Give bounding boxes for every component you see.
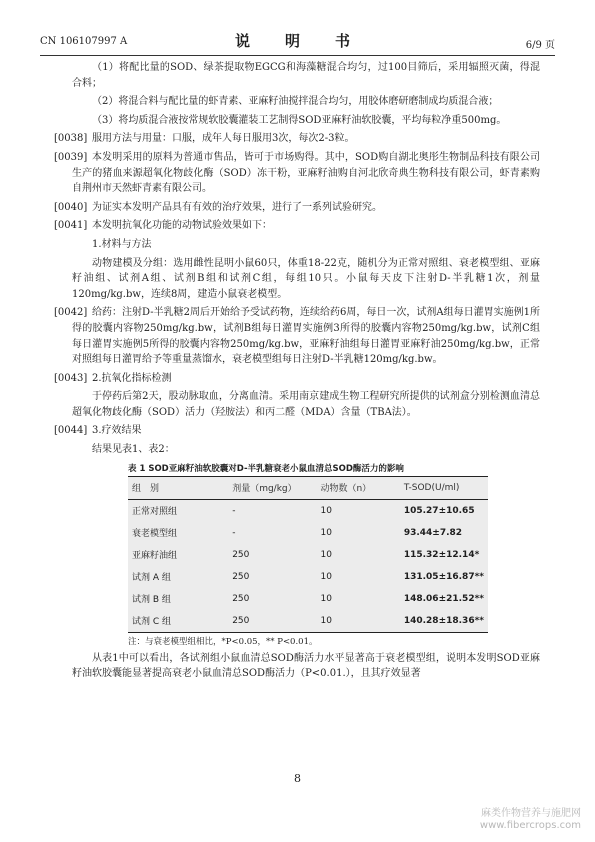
paragraph-text: （3）将均质混合液按常规软胶囊灌装工艺制得SOD亚麻籽油软胶囊，平均每粒净重500mg。: [92, 114, 507, 126]
paragraph-text: 为证实本发明产品具有有效的治疗效果，进行了一系列试验研究。: [92, 201, 382, 213]
cell-tsod: 140.28±18.36**: [403, 615, 484, 626]
cell-n: 10: [320, 571, 332, 582]
table-row: [128, 522, 488, 544]
numbered-paragraph: [54, 150, 540, 197]
numbered-paragraph: [54, 200, 540, 216]
cell-tsod: 115.32±12.14*: [403, 549, 480, 560]
results-table: [128, 476, 488, 633]
paragraph-text: 结果见表1、表2：: [92, 444, 175, 456]
paragraph-number: [0038]: [54, 133, 88, 145]
paragraph-list: [54, 60, 540, 458]
conclusion-paragraph: 从表1中可以看出，各试剂组小鼠血清总SOD酶活力水平显著高于衰老模型组，说明本发明SOD亚麻籽油软胶囊能显著提高衰老小鼠血清总SOD酶活力（P<0.01.），且其疗效显著: [72, 652, 540, 680]
numbered-paragraph: [54, 423, 540, 439]
paragraph: [72, 113, 540, 129]
paragraph-number: [0041]: [54, 220, 88, 232]
paragraph: [72, 256, 540, 303]
paragraph-text: 3.疗效结果: [92, 425, 142, 437]
cell-group: 衰老模型组: [132, 529, 178, 540]
cell-dose: -: [232, 505, 236, 516]
table-caption: 表 1 SOD亚麻籽油软胶囊对D-半乳糖衰老小鼠血清总SOD酶活力的影响: [128, 463, 404, 474]
paragraph-text: 动物建模及分组：选用雌性昆明小鼠60只，体重18-22克，随机分为正常对照组、衰老模型组、亚麻籽油组、试剂A组、试剂B组和试剂C组，每组10只。小鼠每天皮下注射D-半乳糖1次，剂量120mg/kg.bw，连续8周，建造小鼠衰老模型。: [72, 257, 540, 300]
table-row: [128, 544, 488, 566]
document-title: 说 明 书: [234, 32, 360, 50]
page-number: 8: [294, 772, 301, 785]
paragraph-number: [0040]: [54, 201, 88, 213]
site-watermark: [480, 808, 581, 832]
cell-n: 10: [320, 593, 332, 604]
cell-group: 试剂 B 组: [132, 595, 171, 606]
cell-tsod: 148.06±21.52**: [403, 593, 484, 604]
paragraph: [72, 442, 540, 458]
paragraph: [72, 60, 540, 91]
paragraph-text: 服用方法与用量：口服，成年人每日服用3次，每次2-3粒。: [92, 133, 355, 145]
paragraph-number: [0043]: [54, 372, 88, 384]
paragraph: [72, 389, 540, 420]
paragraph-number: [0044]: [54, 425, 88, 437]
document-body: [54, 60, 540, 685]
cell-group: 正常对照组: [132, 507, 178, 518]
paragraph-text: 2.抗氧化指标检测: [92, 372, 172, 384]
cell-n: 10: [320, 505, 332, 516]
col-header-n: 动物数（n）: [320, 484, 372, 495]
cell-dose: 250: [232, 615, 250, 626]
paragraph-text: 给药：注射D-半乳糖2周后开始给予受试药物，连续给药6周，每日一次，试剂A组每日灌胃实施例1所得的胶囊内容物250mg/kg.bw，试剂B组每日灌胃实施例3所得的胶囊内容物250mg/kg.bw，试剂C组每日灌胃实施例5所得的胶囊内容物250mg/kg.bw，亚麻籽油组每日灌胃亚麻籽油250mg/kg.bw，正常对照组每日灌胃给予等重量蒸馏水，衰老模型组每日注射D-半乳糖120mg/kg.bw。: [72, 307, 540, 366]
table-note: 注：与衰老模型组相比，*P<0.05，** P<0.01。: [128, 636, 318, 647]
paragraph-number: [0039]: [54, 151, 88, 163]
watermark-title: 麻类作物营养与施肥网: [481, 808, 581, 819]
paragraph-text: 本发明抗氧化功能的动物试验效果如下：: [92, 220, 272, 232]
cell-dose: 250: [232, 593, 250, 604]
numbered-paragraph: [54, 218, 540, 234]
page-indicator: 6/9 页: [525, 40, 555, 51]
cell-dose: 250: [232, 549, 250, 560]
cell-group: 试剂 C 组: [132, 617, 172, 628]
patent-number: CN 106107997 A: [40, 36, 128, 47]
cell-dose: 250: [232, 571, 250, 582]
cell-tsod: 105.27±10.65: [403, 505, 475, 516]
cell-tsod: 93.44±7.82: [403, 527, 463, 538]
col-header-dose: 剂量（mg/kg）: [232, 484, 297, 495]
cell-n: 10: [320, 549, 332, 560]
cell-dose: -: [232, 527, 236, 538]
paragraph-text: 本发明采用的原料为普通市售品，皆可于市场购得。其中，SOD购自湖北奥彤生物制品科技有限公司生产的猪血来源超氧化物歧化酶（SOD）冻干粉，亚麻籽油购自河北欣奇典生物科技有限公司，虾青素购自荆州市天然虾青素有限公司。: [72, 151, 540, 195]
paragraph-text: 1.材料与方法: [92, 238, 152, 250]
table-row: [128, 610, 488, 633]
paragraph-text: （2）将混合料与配比量的虾青素、亚麻籽油搅拌混合均匀，用胶体磨研磨制成均质混合液；: [92, 96, 499, 108]
header-rule: [40, 55, 555, 56]
numbered-paragraph: [54, 305, 540, 367]
cell-tsod: 131.05±16.87**: [403, 571, 484, 582]
page-header: [40, 30, 555, 52]
results-table-block: [128, 462, 488, 647]
watermark-url: www.fibercrops.com: [479, 820, 581, 831]
paragraph-text: （1）将配比量的SOD、绿茶提取物EGCG和海藻糖混合均匀，过100目筛后，采用辐照灭菌，得混合料；: [72, 62, 540, 89]
col-header-tsod: T-SOD(U/ml): [403, 482, 460, 493]
cell-n: 10: [320, 615, 332, 626]
paragraph-number: [0042]: [54, 307, 88, 319]
cell-group: 亚麻籽油组: [132, 551, 178, 562]
numbered-paragraph: [54, 371, 540, 387]
numbered-paragraph: [54, 131, 540, 147]
cell-group: 试剂 A 组: [132, 573, 171, 584]
paragraph-text: 于停药后第2天，股动脉取血，分离血清。采用南京建成生物工程研究所提供的试剂盒分别检测血清总超氧化物歧化酶（SOD）活力（羟胺法）和丙二醛（MDA）含量（TBA法）。: [72, 391, 540, 418]
cell-n: 10: [320, 527, 332, 538]
table-row: [128, 499, 488, 522]
paragraph: [72, 94, 540, 110]
table-row: [128, 588, 488, 610]
section-heading: [72, 237, 540, 253]
table-row: [128, 566, 488, 588]
table-header-row: [128, 476, 488, 499]
col-header-group: 组 别: [132, 484, 160, 495]
